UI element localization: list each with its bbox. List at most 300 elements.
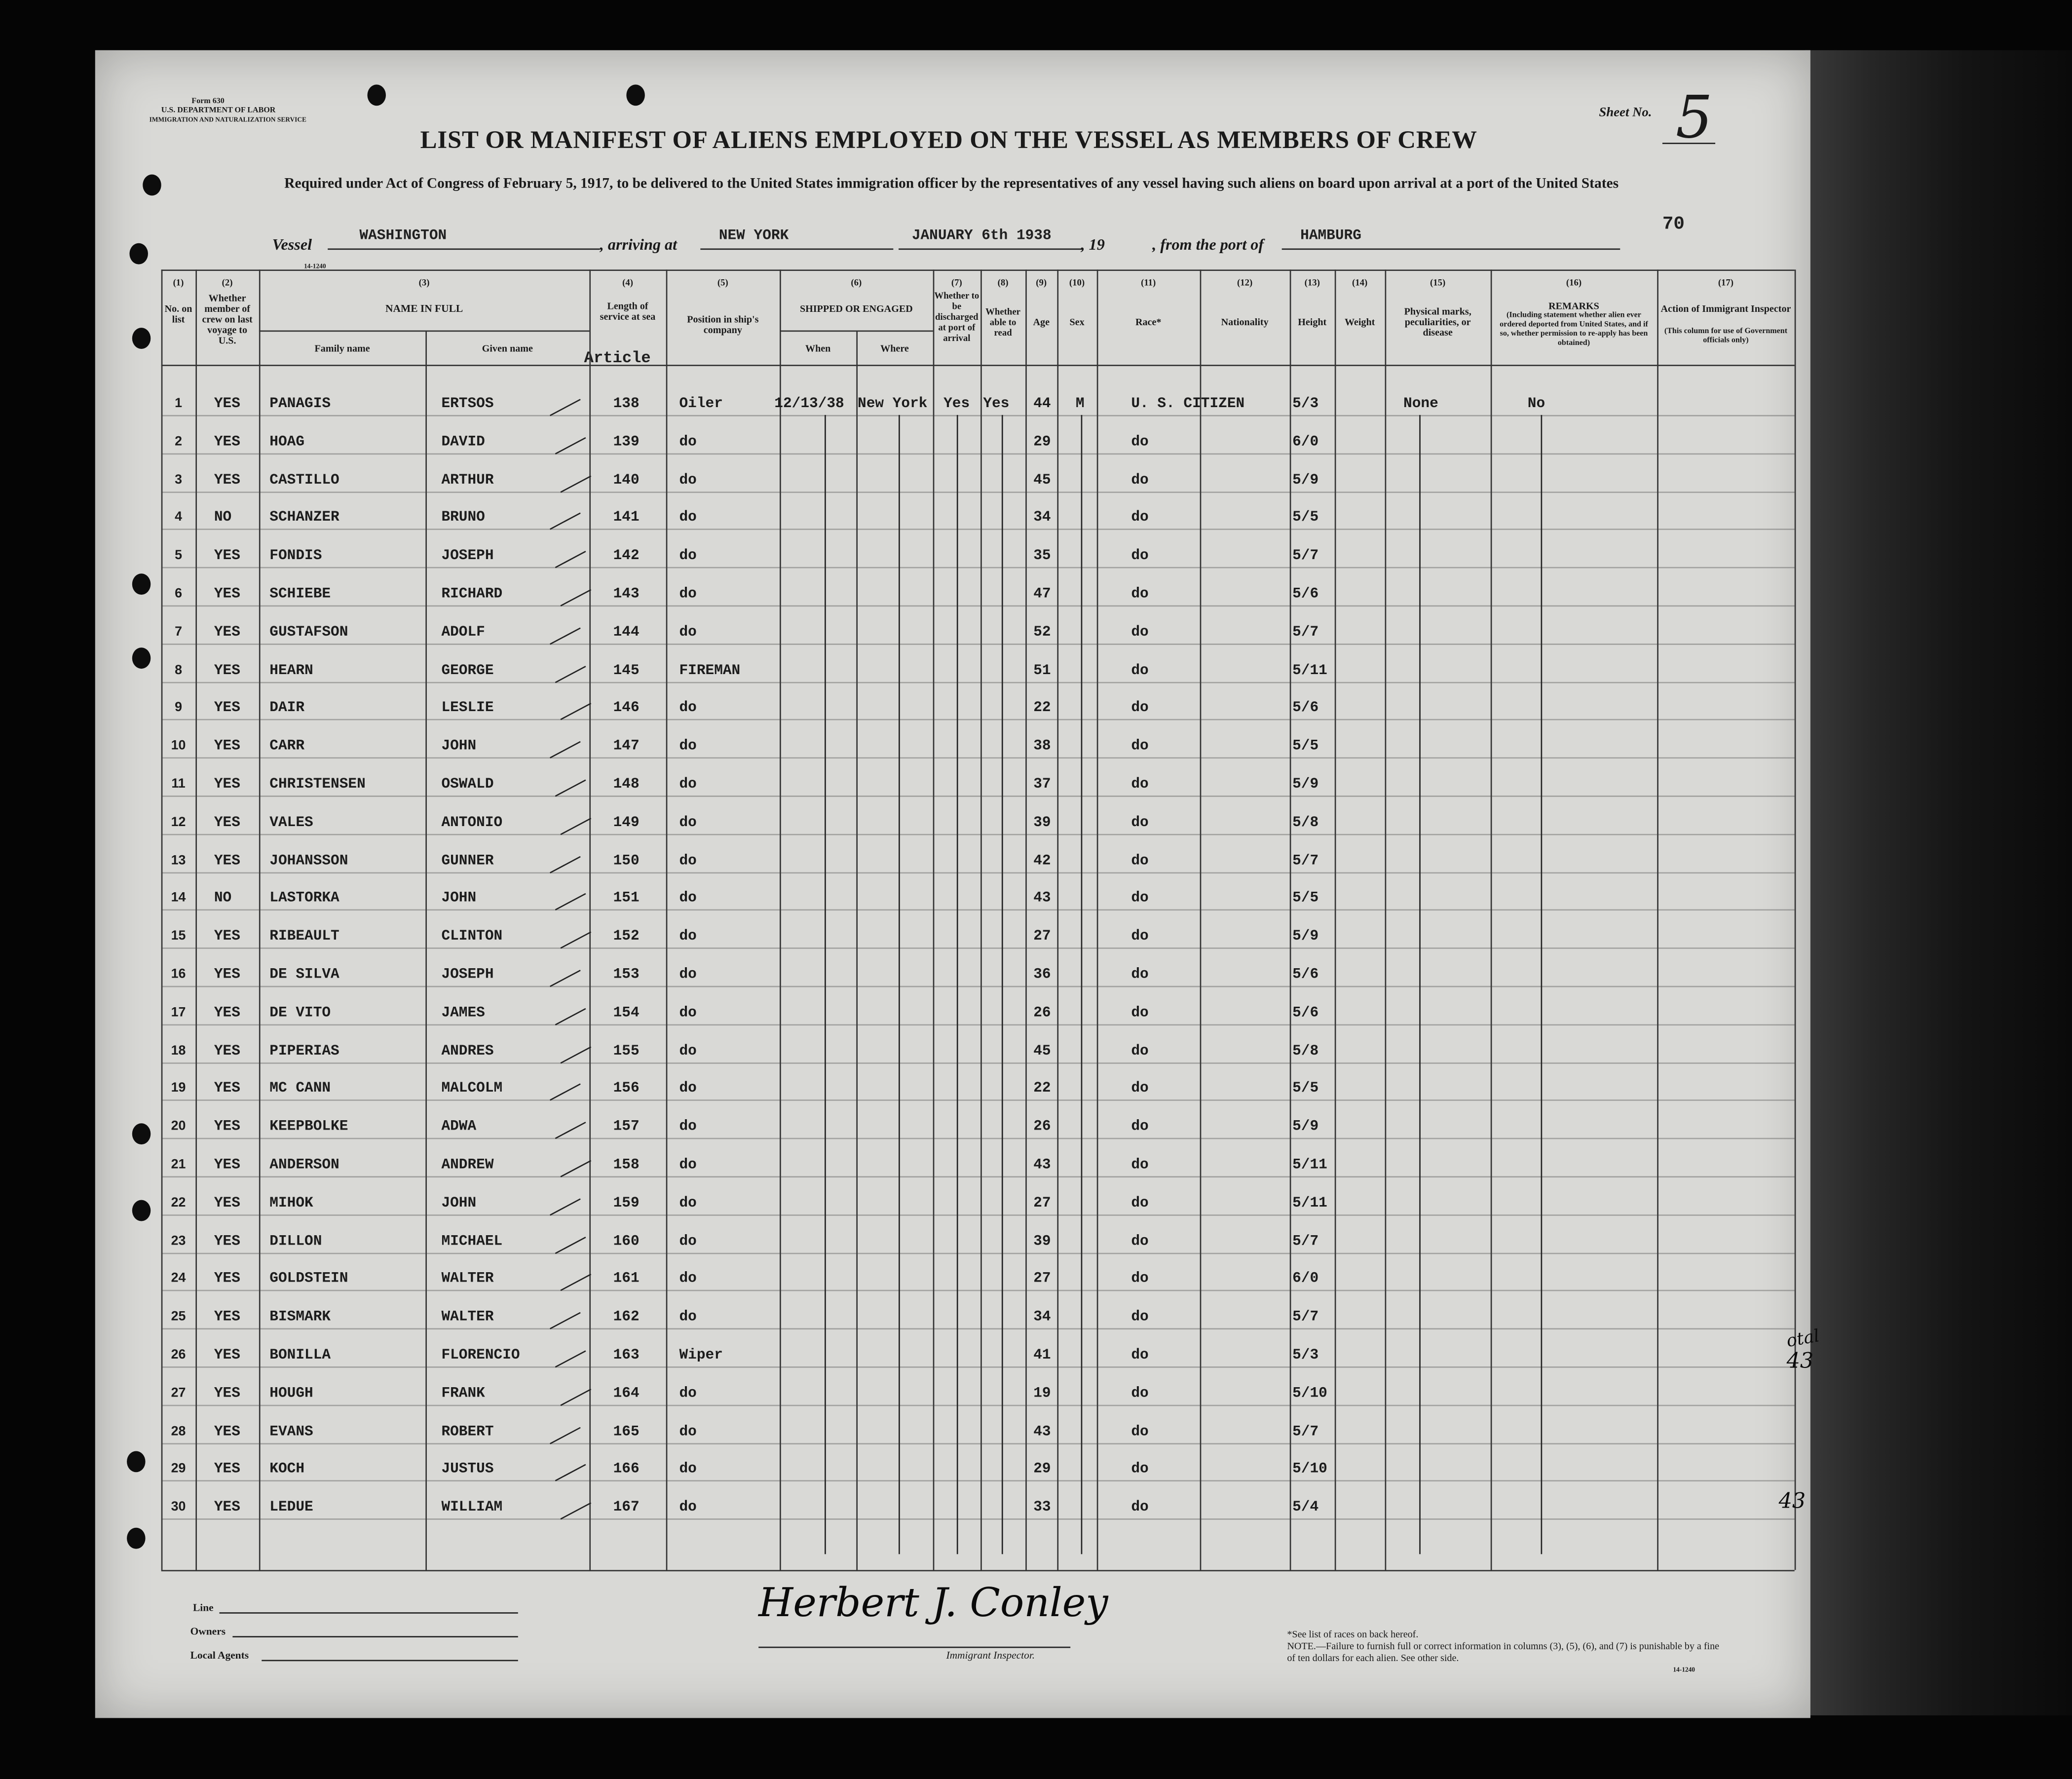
cell-position: Wiper (679, 1348, 723, 1364)
cell-no: 23 (171, 1234, 186, 1249)
cell-race: do (1131, 663, 1149, 679)
col-header-family-name: Family name (314, 342, 370, 354)
cell-family: SCHANZER (269, 510, 339, 527)
cell-article: 154 (613, 1005, 640, 1022)
ditto-line (1002, 415, 1003, 1554)
cell-age: 52 (1033, 625, 1051, 641)
agency-line-2: IMMIGRATION AND NATURALIZATION SERVICE (149, 117, 306, 124)
cell-age: 27 (1033, 929, 1051, 946)
ditto-line (1541, 415, 1543, 1554)
cell-height: 5/8 (1292, 815, 1319, 831)
scan-border-right (1805, 50, 2072, 1715)
table-row-line (161, 681, 1795, 683)
punch-hole (127, 1451, 145, 1472)
check-mark (550, 1312, 581, 1329)
table-row-line (161, 910, 1795, 911)
cell-prev: YES (214, 967, 240, 984)
cell-race: do (1131, 701, 1149, 717)
cell-height: 5/7 (1292, 1310, 1319, 1326)
cell-given: JUSTUS (441, 1462, 494, 1478)
cell-age: 36 (1033, 967, 1051, 984)
col-header-sex: Sex (1069, 316, 1085, 328)
cell-family: CARR (269, 739, 305, 755)
cell-height: 5/9 (1292, 1119, 1319, 1136)
cell-age: 45 (1033, 1043, 1051, 1060)
cell-given: ANDREW (441, 1157, 494, 1174)
table-column-rule (1385, 269, 1387, 1570)
cell-article: 152 (613, 929, 640, 946)
table-column-rule (161, 269, 163, 1570)
cell-race: do (1131, 1043, 1149, 1060)
cell-race: do (1131, 510, 1149, 527)
cell-prev: YES (214, 1043, 240, 1060)
cell-position: do (679, 434, 697, 451)
cell-prev: YES (214, 1272, 240, 1288)
punch-hole (132, 328, 151, 349)
ditto-line (1419, 415, 1421, 1554)
cell-position: do (679, 1234, 697, 1250)
table-row-rule (161, 269, 1795, 271)
table-row-line (161, 795, 1795, 797)
cell-prev: YES (214, 1005, 240, 1022)
col-header-inspector-note: (This column for use of Government officials only) (1664, 328, 1788, 345)
cell-prev: YES (214, 434, 240, 451)
table-column-rule (933, 269, 935, 1570)
cell-given: FRANK (441, 1386, 485, 1402)
footer-owners-label: Owners (190, 1625, 226, 1638)
cell-race: do (1131, 853, 1149, 870)
check-mark (555, 437, 586, 454)
cell-family: RIBEAULT (269, 929, 339, 946)
cell-prev: YES (214, 396, 240, 413)
cell-no: 26 (171, 1348, 186, 1363)
cell-given: JOSEPH (441, 967, 494, 984)
cell-race: do (1131, 1462, 1149, 1478)
cell-position: do (679, 1424, 697, 1440)
table-row-line (161, 1404, 1795, 1406)
col-num-4: (4) (622, 277, 633, 288)
cell-age: 33 (1033, 1500, 1051, 1516)
cell-race: do (1131, 1272, 1149, 1288)
col-header-no: No. on list (164, 303, 192, 325)
table-column-rule (856, 331, 858, 1570)
cell-family: DILLON (269, 1234, 322, 1250)
check-mark (550, 741, 581, 758)
cell-position: do (679, 1043, 697, 1060)
col-header-name: NAME IN FULL (385, 303, 463, 315)
cell-race: do (1131, 1348, 1149, 1364)
cell-given: ADWA (441, 1119, 477, 1136)
check-mark (555, 1350, 586, 1367)
table-row-line (161, 1519, 1795, 1520)
cell-position: do (679, 1462, 697, 1478)
year-label: , 19 (1081, 235, 1105, 254)
cell-given: JOHN (441, 1196, 477, 1212)
cell-no: 24 (171, 1272, 186, 1287)
cell-age: 42 (1033, 853, 1051, 870)
cell-no: 7 (175, 625, 182, 640)
table-column-rule (259, 269, 261, 1570)
cell-prev: YES (214, 1081, 240, 1098)
cell-given: LESLIE (441, 701, 494, 717)
cell-no: 2 (175, 434, 182, 449)
table-row-line (161, 529, 1795, 530)
cell-height: 5/8 (1292, 1043, 1319, 1060)
cell-prev: YES (214, 1157, 240, 1174)
punch-hole (132, 1200, 151, 1221)
table-row-line (161, 643, 1795, 645)
cell-age: 34 (1033, 1310, 1051, 1326)
cell-prev: YES (214, 701, 240, 717)
table-row-line (161, 606, 1795, 607)
races-note: *See list of races on back hereof. (1287, 1628, 1419, 1640)
table-column-rule (1491, 269, 1492, 1570)
cell-family: PIPERIAS (269, 1043, 339, 1060)
col-num-5: (5) (717, 277, 728, 288)
col-num-2: (2) (222, 277, 233, 288)
cell-prev: YES (214, 1310, 240, 1326)
table-row-line (161, 1138, 1795, 1139)
cell-race: do (1131, 1424, 1149, 1440)
cell-race: do (1131, 777, 1149, 793)
cell-given: FLORENCIO (441, 1348, 520, 1364)
cell-sex: M (1075, 396, 1085, 413)
cell-race: do (1131, 1157, 1149, 1174)
cell-position: do (679, 891, 697, 908)
sheet-label: Sheet No. (1599, 106, 1652, 120)
cell-race: U. S. CITIZEN (1131, 396, 1245, 413)
punch-hole (132, 647, 151, 669)
col-num-8: (8) (997, 277, 1009, 288)
cell-article: 150 (613, 853, 640, 870)
cell-race: do (1131, 625, 1149, 641)
arriving-label: , arriving at (600, 235, 678, 254)
cell-article: 158 (613, 1157, 640, 1174)
col-num-7: (7) (951, 277, 962, 288)
cell-no: 3 (175, 472, 182, 488)
table-row-line (161, 871, 1795, 873)
cell-height: 5/5 (1292, 739, 1319, 755)
col-header-remarks: REMARKS (1548, 300, 1599, 312)
cell-family: GUSTAFSON (269, 625, 348, 641)
cell-position: do (679, 548, 697, 565)
table-column-rule (1657, 269, 1658, 1570)
table-row-line (161, 1176, 1795, 1177)
cell-given: JOHN (441, 739, 477, 755)
corner-number: 70 (1662, 214, 1685, 235)
margin-mark: 43 (1778, 1488, 1806, 1514)
arrival-date: JANUARY 6th 1938 (911, 228, 1052, 245)
footer-line-label: Line (192, 1601, 214, 1614)
table-row-line (161, 453, 1795, 454)
cell-no: 16 (171, 967, 186, 982)
check-mark (555, 1122, 586, 1139)
col-num-16: (16) (1566, 277, 1582, 288)
cell-article: 145 (613, 663, 640, 679)
cell-prev: YES (214, 853, 240, 870)
table-row-line (161, 1062, 1795, 1063)
cell-no: 22 (171, 1196, 186, 1211)
check-mark (555, 894, 586, 911)
agency-line-1: U.S. DEPARTMENT OF LABOR (161, 107, 276, 115)
cell-article: 141 (613, 510, 640, 527)
cell-height: 5/11 (1292, 1196, 1327, 1212)
cell-given: WILLIAM (441, 1500, 503, 1516)
cell-given: GUNNER (441, 853, 494, 870)
cell-age: 37 (1033, 777, 1051, 793)
check-mark (560, 1160, 591, 1177)
col-num-6: (6) (851, 277, 862, 288)
cell-prev: YES (214, 1424, 240, 1440)
cell-given: CLINTON (441, 929, 503, 946)
cell-prev: YES (214, 929, 240, 946)
col-num-14: (14) (1352, 277, 1368, 288)
cell-height: 5/7 (1292, 625, 1319, 641)
document-subtitle: Required under Act of Congress of February 5, 1917, to be delivered to the United States immigration officer by the representatives of any vessel having such aliens on board upon arrival at a port of the United States (284, 176, 1619, 192)
cell-family: ANDERSON (269, 1157, 339, 1174)
check-mark (560, 703, 591, 720)
cell-family: CHRISTENSEN (269, 777, 366, 793)
table-row-line (161, 833, 1795, 835)
cell-race: do (1131, 929, 1149, 946)
margin-mark: otal (1785, 1326, 1821, 1352)
cell-prev: YES (214, 663, 240, 679)
cell-age: 38 (1033, 739, 1051, 755)
table-column-rule (425, 331, 427, 1570)
cell-article: 156 (613, 1081, 640, 1098)
cell-position: do (679, 472, 697, 489)
cell-article: 149 (613, 815, 640, 831)
cell-when: 12/13/38 (774, 396, 844, 413)
cell-prev: YES (214, 777, 240, 793)
table-column-rule (195, 269, 197, 1570)
cell-no: 8 (175, 663, 182, 678)
cell-no: 18 (171, 1043, 186, 1058)
cell-age: 26 (1033, 1005, 1051, 1022)
cell-position: do (679, 1119, 697, 1136)
cell-no: 12 (171, 815, 186, 830)
cell-family: DAIR (269, 701, 305, 717)
col-header-age: Age (1033, 316, 1050, 328)
cell-article: 151 (613, 891, 640, 908)
col-header-read: Whether able to read (985, 306, 1021, 339)
table-row-line (161, 567, 1795, 568)
table-column-rule (1290, 269, 1291, 1570)
cell-family: HOAG (269, 434, 305, 451)
col-num-9: (9) (1036, 277, 1047, 288)
cell-prev: YES (214, 587, 240, 603)
table-row-line (161, 1214, 1795, 1216)
cell-age: 19 (1033, 1386, 1051, 1402)
article-label: Article (584, 348, 651, 368)
cell-position: do (679, 1081, 697, 1098)
cell-position: do (679, 739, 697, 755)
table-row-line (161, 1442, 1795, 1444)
cell-age: 39 (1033, 1234, 1051, 1250)
cell-no: 4 (175, 510, 182, 526)
col-header-when: When (805, 342, 831, 354)
cell-race: do (1131, 967, 1149, 984)
cell-prev: YES (214, 1196, 240, 1212)
cell-race: do (1131, 472, 1149, 489)
cell-given: MALCOLM (441, 1081, 503, 1098)
cell-no: 30 (171, 1500, 186, 1515)
table-row-rule (259, 331, 589, 332)
cell-position: do (679, 1272, 697, 1288)
cell-position: do (679, 1500, 697, 1516)
cell-position: do (679, 815, 697, 831)
cell-prev: YES (214, 1234, 240, 1250)
cell-given: ROBERT (441, 1424, 494, 1440)
check-mark (550, 856, 581, 873)
col-header-nationality: Nationality (1221, 316, 1269, 328)
check-mark (560, 1274, 591, 1291)
cell-prev: YES (214, 815, 240, 831)
table-row-line (161, 757, 1795, 759)
penalty-note: NOTE.—Failure to furnish full or correct information in columns (3), (5), (6), and (7) is punishable by a fine of ten dollars for each alien. See other side. (1287, 1640, 1720, 1664)
cell-age: 26 (1033, 1119, 1051, 1136)
cell-height: 5/6 (1292, 701, 1319, 717)
cell-height: 5/6 (1292, 967, 1319, 984)
cell-no: 11 (171, 777, 186, 792)
cell-given: JAMES (441, 1005, 485, 1022)
col-header-race: Race* (1135, 316, 1162, 328)
cell-no: 6 (175, 587, 182, 602)
arriving-port: NEW YORK (718, 228, 789, 245)
cell-height: 5/7 (1292, 853, 1319, 870)
check-mark (550, 1198, 581, 1215)
cell-remarks: No (1527, 396, 1545, 413)
table-column-rule (589, 269, 591, 1570)
vessel-label: Vessel (272, 235, 312, 254)
cell-age: 43 (1033, 1157, 1051, 1174)
table-row-rule (161, 365, 1795, 366)
table-row-line (161, 1100, 1795, 1101)
col-header-height: Height (1298, 316, 1327, 328)
check-mark (550, 1084, 581, 1101)
cell-given: ARTHUR (441, 472, 494, 489)
ditto-line (899, 415, 900, 1554)
cell-position: do (679, 853, 697, 870)
vessel-name: WASHINGTON (359, 228, 447, 245)
cell-age: 43 (1033, 891, 1051, 908)
punch-hole (127, 1528, 145, 1549)
cell-race: do (1131, 434, 1149, 451)
cell-given: ANDRES (441, 1043, 494, 1060)
cell-given: ADOLF (441, 625, 485, 641)
cell-discharged: Yes (943, 396, 970, 413)
table-column-rule (1025, 269, 1027, 1570)
cell-no: 25 (171, 1310, 186, 1325)
cell-family: BISMARK (269, 1310, 331, 1326)
table-row-line (161, 986, 1795, 987)
crew-manifest-table (161, 269, 1795, 1570)
cell-no: 9 (175, 701, 182, 716)
cell-article: 161 (613, 1272, 640, 1288)
cell-height: 5/9 (1292, 472, 1319, 489)
check-mark (550, 1427, 581, 1444)
form-number: Form 630 (191, 98, 225, 106)
cell-prev: YES (214, 739, 240, 755)
cell-race: do (1131, 891, 1149, 908)
cell-family: EVANS (269, 1424, 313, 1440)
cell-height: 5/10 (1292, 1386, 1327, 1402)
table-column-rule (1200, 269, 1202, 1570)
cell-family: VALES (269, 815, 313, 831)
cell-height: 5/9 (1292, 777, 1319, 793)
cell-height: 5/5 (1292, 891, 1319, 908)
cell-article: 159 (613, 1196, 640, 1212)
table-column-rule (1057, 269, 1058, 1570)
table-row-line (161, 491, 1795, 492)
cell-article: 140 (613, 472, 640, 489)
cell-family: CASTILLO (269, 472, 339, 489)
cell-height: 6/0 (1292, 1272, 1319, 1288)
col-header-remarks-note: (Including statement whether alien ever ordered deported from United States, and if so, whether permission to re-apply has been obtained) (1500, 312, 1648, 348)
cell-age: 43 (1033, 1424, 1051, 1440)
cell-race: do (1131, 1500, 1149, 1516)
cell-height: 5/10 (1292, 1462, 1327, 1478)
cell-prev: NO (214, 891, 232, 908)
check-mark (550, 399, 581, 416)
cell-article: 139 (613, 434, 640, 451)
cell-height: 5/6 (1292, 1005, 1319, 1022)
cell-marks: None (1403, 396, 1438, 413)
cell-no: 14 (171, 891, 186, 906)
cell-prev: YES (214, 1386, 240, 1402)
col-header-shipped: SHIPPED OR ENGAGED (799, 303, 913, 315)
cell-article: 157 (613, 1119, 640, 1136)
cell-family: DE SILVA (269, 967, 339, 984)
cell-height: 5/11 (1292, 663, 1327, 679)
cell-given: ANTONIO (441, 815, 503, 831)
margin-mark: 43 (1786, 1348, 1814, 1373)
cell-no: 27 (171, 1386, 186, 1401)
document-title: LIST OR MANIFEST OF ALIENS EMPLOYED ON THE VESSEL AS MEMBERS OF CREW (420, 127, 1477, 155)
check-mark (555, 779, 586, 796)
cell-position: do (679, 1196, 697, 1212)
cell-race: do (1131, 1119, 1149, 1136)
cell-race: do (1131, 1196, 1149, 1212)
cell-position: Oiler (679, 396, 723, 413)
cell-family: LASTORKA (269, 891, 339, 908)
cell-race: do (1131, 1310, 1149, 1326)
cell-height: 5/4 (1292, 1500, 1319, 1516)
cell-no: 28 (171, 1424, 186, 1439)
col-header-discharged: Whether to be discharged at port of arrival (934, 291, 979, 344)
check-mark (555, 665, 586, 682)
inspector-label: Immigrant Inspector. (946, 1649, 1035, 1662)
col-num-12: (12) (1237, 277, 1253, 288)
cell-race: do (1131, 1386, 1149, 1402)
cell-family: PANAGIS (269, 396, 331, 413)
check-mark (560, 1388, 591, 1405)
cell-position: do (679, 701, 697, 717)
cell-race: do (1131, 1081, 1149, 1098)
cell-article: 162 (613, 1310, 640, 1326)
cell-no: 15 (171, 929, 186, 944)
cell-age: 39 (1033, 815, 1051, 831)
footer-agents-label: Local Agents (190, 1649, 249, 1662)
cell-article: 147 (613, 739, 640, 755)
cell-age: 41 (1033, 1348, 1051, 1364)
punch-hole (626, 84, 644, 106)
cell-given: WALTER (441, 1310, 494, 1326)
col-num-15: (15) (1430, 277, 1446, 288)
cell-no: 19 (171, 1081, 186, 1097)
table-column-rule (666, 269, 668, 1570)
table-row-line (161, 1480, 1795, 1482)
